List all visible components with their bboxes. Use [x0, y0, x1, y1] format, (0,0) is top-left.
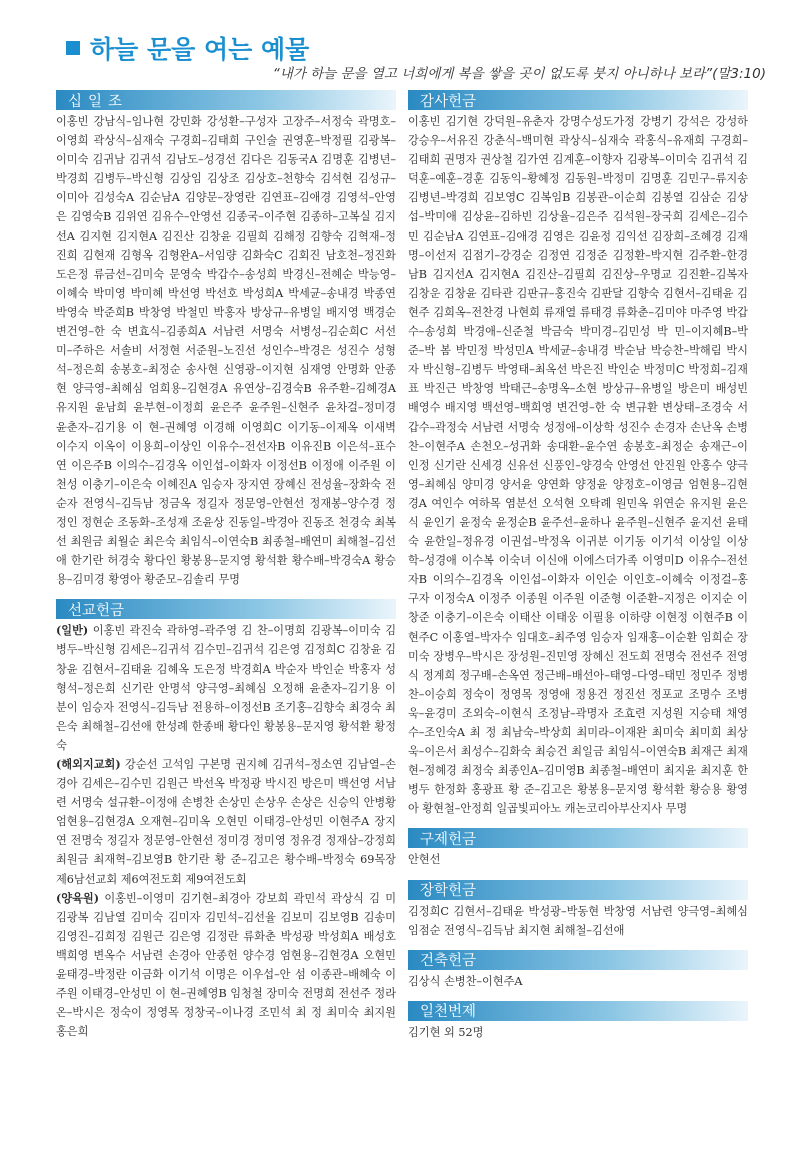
page-title: 하늘 문을 여는 예물 [90, 35, 310, 64]
relief-section [408, 828, 748, 869]
mission-general-tag: (일반) [56, 623, 89, 638]
mission-general [56, 621, 396, 755]
building-heading: 건축헌금 [408, 950, 748, 970]
thanks-list: 이홍빈 김기현 강덕원–유춘자 강명수성도가정 강병기 강석은 강성하 강승우–서유진 강춘식–백미현 곽상식–심재숙 곽홍식–유재희 구경희–김태희 권명자 권상철 김가연 김계훈–이향자 김광복–이미숙 김귀석 김덕훈–예훈–경훈 김동익–황혜정 김동원–박정미 김명훈 김민구–류지송 김병년–박경희 김보영C 김복임B 김봉관–이순희 김봉열 김삼순 김상섭–박미애 김상윤–김하빈 김상율–김은주 김석원–장국희 김세은–김수민 김순남A 김연표–김애경 김영은 김윤정 김익선 김장희–조혜경 김재명–이선저 김점기–강경순 김정연 김정준 김정환–박지현 김주환–한경남B 김지선A 김지현A 김진산–김필희 김진상–우명교 김진환–김복자 김창운 김창윤 김타관 김판규–홍진숙 김판달 김향숙 김현서–김태윤 김현주 김희옥–전찬경 나현희 류재열 류태경 류화춘–김미야 마주영 박갑수–송성희 박경애–신준철 박금숙 박미경–김민성 박 민–이지혜B–박 준–박 봄 박민정 박성민A 박세균–송내경 박순남 박승찬–박해림 박시자 박신형–김병두 박영태–최옥선 박은진 박인순 박정미C 박정희–김재표 박진근 박창영 박태근–송명옥–소현 방상규–유병일 방은미 배성빈 배영수 배지영 백선영–백희영 변건영–한 숙 변규환 변상태–조경숙 서갑수–곽정숙 서남련 서명숙 성정애–이상학 성진수 손경자 손난옥 손병찬–이현주A 손천오–성귀화 송대환–윤수연 송봉호–최정순 송재근–이인정 신기란 신세경 신유선 신풍인–양경숙 안영선 안진원 안홍수 양극영–최혜심 양미경 양서윤 양연화 양정윤 양정호–이영금 엄현용–김현경A 여인수 여하목 염분선 오석현 오탁례 원민옥 위연순 유지원 윤은식 윤인기 윤정숙 윤정순B 윤주선–윤하나 윤주원–신현주 윤지선 윤태숙 윤한일–정유경 이권섭–박정옥 이귀분 이기동 이기석 이상일 이상학–성경애 이수복 이숙녀 이신애 이에스더가족 이영미D 이유수–전선자B 이의수–김경옥 이인섭–이화자 이인순 이인호–이혜숙 이정걸–홍구자 이정숙A 이정주 이종원 이주원 이준형 이준환–지정은 이지순 이창준 이충기–이은숙 이태산 이태웅 이필용 이하량 이현정 이현주B 이현주C 이홍열–박자수 임대호–최주영 임승자 임재홍–이순환 임희순 장미숙 장병우–박시은 장성원–진민영 장혜신 전도희 전명숙 전선주 전영식 정계희 정구배–손옥연 정근배–배선아–태영–다영–태민 정민주 정병찬–이승희 정숙이 정영목 정영애 정용건 정진선 정포교 조명수 조병욱–윤경미 조외숙–이현식 조정남–곽명자 조효련 지성원 지승태 채영수–조인숙A 최 정 최남숙–박상희 최미라–이재완 최미숙 최미희 최상욱–이은서 최성수–김화숙 최승건 최일금 최임식–이연숙B 최재근 최재현–정혜경 최정숙 최종인A–김미영B 최종철–배연미 최지윤 최지훈 한병두 한정화 홍광표 황 준–김고은 황봉용–문지영 황석환 황승용 황영아 황현철–안정희 일곱빛피아노 캐논코리아부산지사 무명 [408, 115, 748, 816]
relief-list: 안현선 [408, 853, 441, 867]
square-bullet-icon [66, 41, 80, 55]
thousand-offering-list: 김기현 외 52명 [408, 1025, 484, 1039]
mission-nurture-names: 이홍빈–이영미 김기현–최경아 강보희 곽민석 곽상식 김 미 김광복 김남열 김미숙 김미자 김민석–김선율 김보미 김보영B 김송미 김영진–김희정 김원근 김은영 김정란 류화춘 박성광 박성희A 배성호 백희영 변옥수 서남련 손경아 안종헌 양수경 엄현용–김현경A 오현민 윤태경–박정란 이금화 이기석 이명은 이우섭–안 섬 이종관–배혜숙 이주원 이태경–안성민 이 현–권혜영B 임청철 장미숙 전명희 전선주 정라온–박시은 정숙이 정영목 정창국–이나경 조민석 최 정 최미숙 최지원 홍은희 [56, 891, 397, 1039]
mission-section [56, 599, 396, 1041]
mission-list [56, 619, 396, 1041]
tithe-section [56, 90, 396, 589]
mission-heading: 선교헌금 [56, 599, 396, 619]
right-column [408, 90, 748, 1052]
tithe-heading: 십일조 [56, 90, 396, 110]
thousand-offering-heading: 일천번제 [408, 1001, 748, 1021]
scripture-verse: “내가 하늘 문을 열고 너희에게 복을 쌓을 곳이 없도록 붓지 아니하나 보라”(말3:10) [272, 66, 766, 82]
building-list: 김상식 손병찬–이현주A [408, 974, 523, 988]
thanks-section [408, 90, 748, 818]
scholarship-heading: 장학헌금 [408, 880, 748, 900]
scholarship-list: 김정희C 김현서–김태윤 박성광–박동현 박창영 서남련 양극영–최혜심 임점순 전영식–김득남 최지현 최해철–김선애 [408, 904, 748, 937]
mission-overseas [56, 755, 396, 889]
thousand-offering-section [408, 1001, 748, 1042]
thanks-heading: 감사헌금 [408, 90, 748, 110]
relief-heading: 구제헌금 [408, 828, 748, 848]
mission-overseas-names: 강순선 고석임 구본명 권지혜 김귀석–정소연 김남열–손경아 김세은–김수민 김원근 박선옥 박정광 박시진 방은미 백선영 서남련 서명숙 설규환–이정애 손병찬 손상민 손상우 손상은 신승익 안병황 엄현용–김현경A 오재현–김미옥 오현민 이태경–안성민 이현주A 장지연 전명숙 정길자 정문영–안현선 정미경 정미영 정유경 정재삼–강정희 최원금 최재혁–김보영B 한기란 황 준–김고은 황수배–박정숙 69목장 제6남선교회 제6여전도회 제9여전도회 [56, 758, 396, 886]
title-row [66, 30, 766, 66]
mission-nurture [56, 889, 396, 1042]
mission-overseas-tag: (해외지교회) [56, 757, 121, 771]
mission-nurture-tag: (양육원) [56, 890, 100, 905]
scholarship-section [408, 880, 748, 940]
page-header [66, 30, 766, 90]
building-section [408, 950, 748, 991]
left-column [56, 90, 396, 1051]
mission-general-names: 이홍빈 곽진숙 곽하영–곽주영 김 찬–이명희 김광복–이미숙 김병두–박신형 김세은–김귀석 김수민–김귀석 김은영 김정희C 김창윤 김창윤 김현서–김태윤 김혜옥 도은정 박경희A 박순자 박인순 박홍자 성형석–정은희 신기란 안명석 양극영–최혜심 오정해 윤춘자–김기용 이분이 임승자 전영식–김득남 전용하–이정선B 조기홍–김향숙 최경숙 최은숙 최해철–김선애 한성례 한종배 황다인 황봉용–문지영 황석환 황정숙 [56, 624, 396, 752]
tithe-list: 이홍빈 강남식–임나현 강민화 강성환–구성자 고장주–서정숙 곽명호–이영희 곽상식–심재숙 구경희–김태희 구인술 권영훈–박정필 김광복–이미숙 김귀남 김귀석 김남도–성경선 김다은 김동국A 김명훈 김병년–박경희 김병두–박신형 김상임 김상조 김상호–천향숙 김석현 김성규–이미아 김성숙A 김순남A 김양문–장영란 김연표–김애경 김영석–안영은 김영숙B 김위연 김유수–안영선 김종국–이주현 김종하–고복실 김지선A 김지현 김지현A 김진산 김창윤 김필희 김해정 김향숙 김혁재–정진희 김현재 김형옥 김형완A–서임량 김화숙C 김회진 남호천–정진화 도은정 류금선–김미숙 문영숙 박갑수–송성희 박경신–전혜순 박능영–이혜숙 박미영 박미혜 박선영 박선호 박성희A 박세균–송내경 박종연 박영숙 박준희B 박창영 박철민 박홍자 방상규–유병일 배지영 백경순 변건영–한 숙 변효식–김종희A 서남련 서명숙 서병성–김순희C 서선미–주하은 서솔비 서정현 서준원–노진선 성인수–박경은 성진수 성형석–정은희 송봉호–최정순 송사현 신영광–이지현 심재영 안명화 안종현 양극영–최혜심 엄희용–김현경A 유연상–김경숙B 유주환–김혜경A 유지원 윤남희 윤부현–이정희 윤은주 윤주원–신현주 윤차걸–정미경 윤춘자–김기용 이 현–권혜영 이경해 이영희C 이기동–이제옥 이새벽 이수지 이옥이 이용희–이상인 이유수–전선자B 이유진B 이은석–표수연 이은주B 이의수–김경옥 이인섭–이화자 이정선B 이정애 이주원 이천성 이충기–이은숙 이혜진A 임승자 장지연 장혜신 전성율–장화숙 전순자 전영식–김득남 정금옥 정길자 정문영–안현선 정재봉–양수경 정정인 정현순 조동화–조성재 조윤상 진동일–박경아 진동조 천경숙 최복선 최원금 최월순 최은숙 최임식–이연숙B 최종철–배연미 최해철–김선애 한기란 허경숙 황다인 황봉용–문지영 황석환 황수배–박경숙A 황승용–김미경 황영아 황준모–김솔리 무명 [56, 115, 396, 587]
